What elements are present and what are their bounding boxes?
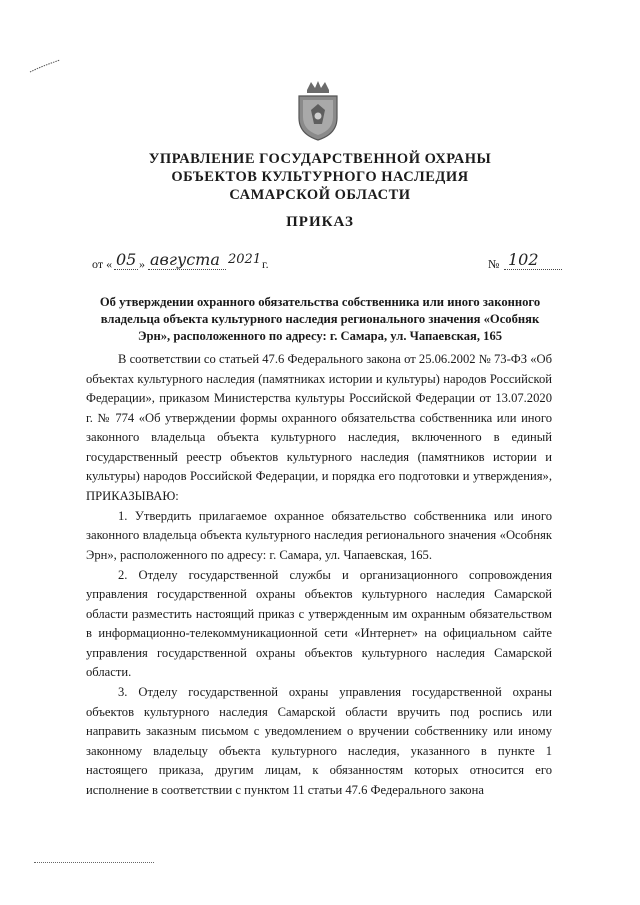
order-body [86,350,552,801]
date-year: 2021 [228,252,262,267]
paragraph-item-1: 1. Утвердить прилагаемое охранное обязательство собственника или иного законного владельца объекта культурного наследия регионального значения «Особняк Эрн», расположенного по адресу: г. Самара, ул. Чапаевская, 165. [86,508,552,562]
date-suffix: г. [262,257,269,271]
agency-line-1: УПРАВЛЕНИЕ ГОСУДАРСТВЕННОЙ ОХРАНЫ [148,151,492,167]
date-month: августа [150,250,220,269]
coat-of-arms-emblem-icon [291,80,345,142]
number-prefix: № [488,257,500,271]
order-date [92,250,292,276]
date-day: 05 [116,250,137,269]
agency-line-2: ОБЪЕКТОВ КУЛЬТУРНОГО НАСЛЕДИЯ [171,169,469,185]
paragraph-preamble: В соответствии со статьей 47.6 Федерального закона от 25.06.2002 № 73-ФЗ «Об объектах культурного наследия (памятниках истории и культуры) народов Российской Федерации», приказом Министерства культуры Российской Федерации от 13.07.2020 г. № 774 «Об утверждении формы охранного обязательства собственника или иного законного владельца объекта культурного наследия, включенного в единый государственный реестр объектов культурного наследия (памятников истории и культуры) народов Российской Федерации, и порядка его подготовки и утверждения», ПРИКАЗЫВАЮ: [86,352,552,503]
paragraph-item-3: 3. Отделу государственной охраны управления государственной охраны объектов культурного наследия Самарской области вручить под роспись или направить заказным письмом с уведомлением о вручении собственнику или иному законному владельцу объекта культурного наследия, указанного в пункте 1 настоящего приказа, другим лицам, к обязанностям которых относится его исполнение в соответствии с пунктом 11 статьи 47.6 Федерального закона [86,685,552,797]
document-type-title: ПРИКАЗ [286,214,354,230]
subject-line-2: владельца объекта культурного наследия регионального значения «Особняк [100,312,540,326]
subject-line-3: Эрн», расположенного по адресу: г. Самара, ул. Чапаевская, 165 [137,329,503,343]
agency-line-3: САМАРСКОЙ ОБЛАСТИ [229,187,411,203]
date-quote-close: » [139,257,145,271]
number-value: 102 [508,250,539,269]
date-prefix: от « [92,257,113,271]
footer-dotted-line [34,862,154,863]
paragraph-item-2: 2. Отделу государственной службы и организационного сопровождения управления государственной охраны объектов культурного наследия Самарской области разместить настоящий приказ с утвержденным им охранным обязательством в информационно-телекоммуникационной сети «Интернет» на официальном сайте управления государственной охраны объектов культурного наследия Самарской области. [86,567,552,679]
agency-name [120,150,520,204]
subject-line-1: Об утверждении охранного обязательства собственника или иного законного [99,295,541,309]
order-subject [92,294,548,345]
order-number [488,250,568,276]
scan-artifact-mark [28,58,62,74]
